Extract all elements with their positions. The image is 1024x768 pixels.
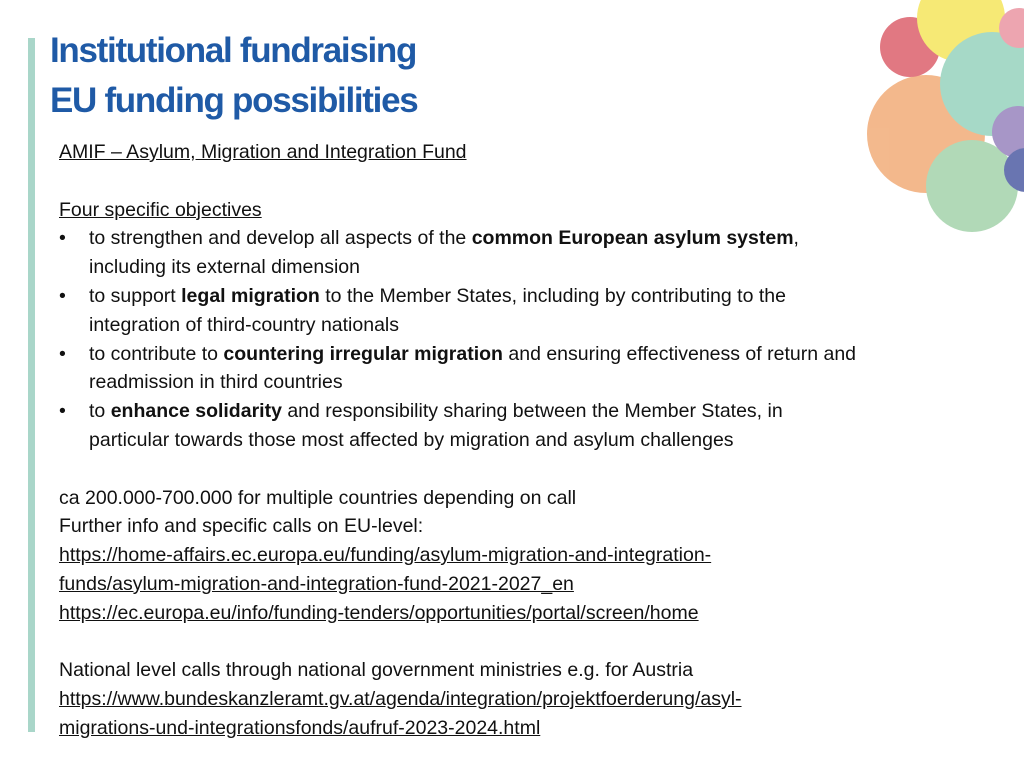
eu-funding-portal-link[interactable]: https://ec.europa.eu/info/funding-tenders/opportunities/portal/screen/home <box>59 601 699 624</box>
bullet-icon: • <box>59 284 66 307</box>
bullet-icon: • <box>59 400 66 423</box>
spacer <box>59 628 969 657</box>
title-line-1: Institutional fundraising <box>50 31 417 70</box>
objective-keyword: countering irregular migration <box>223 342 503 365</box>
funding-amount: ca 200.000-700.000 for multiple countries depending on call <box>59 486 577 509</box>
fund-name: AMIF – Asylum, Migration and Integration Fund <box>59 141 467 163</box>
objective-keyword: common European asylum system <box>471 227 794 250</box>
objectives-heading: Four specific objectives <box>59 198 262 221</box>
eu-info-text: Further info and specific calls on EU-level: <box>59 515 424 538</box>
national-level-text: National level calls through national government ministries e.g. for Austria <box>59 659 694 682</box>
objective-item: • to contribute to countering irregular migration and ensuring effectiveness of return and readmission in third countries <box>59 340 969 398</box>
objective-keyword: enhance solidarity <box>110 400 282 423</box>
bullet-icon: • <box>59 342 66 365</box>
slide-title <box>50 26 417 126</box>
spacer <box>59 167 969 196</box>
objective-item: • to enhance solidarity and responsibility sharing between the Member States, in particular towards those most affected by migration and asylum challenges <box>59 397 969 455</box>
objective-keyword: legal migration <box>181 284 320 307</box>
accent-bar <box>28 38 35 732</box>
eu-home-affairs-link[interactable]: https://home-affairs.ec.europa.eu/funding/asylum-migration-and-integration- funds/asylum-migration-and-integration-fund-2021-2027_en <box>59 544 712 595</box>
objective-item: • to support legal migration to the Member States, including by contributing to the integration of third-country nationals <box>59 282 969 340</box>
slide-content <box>59 138 969 743</box>
objective-item: • to strengthen and develop all aspects of the common European asylum system, including its external dimension <box>59 224 969 282</box>
title-line-2: EU funding possibilities <box>50 81 418 120</box>
bullet-icon: • <box>59 227 66 250</box>
spacer <box>59 455 969 484</box>
objectives-list <box>59 224 969 454</box>
austria-calls-link[interactable]: https://www.bundeskanzleramt.gv.at/agenda/integration/projektfoerderung/asyl- migrations-und-integrationsfonds/aufruf-2023-2024.html <box>59 688 742 739</box>
